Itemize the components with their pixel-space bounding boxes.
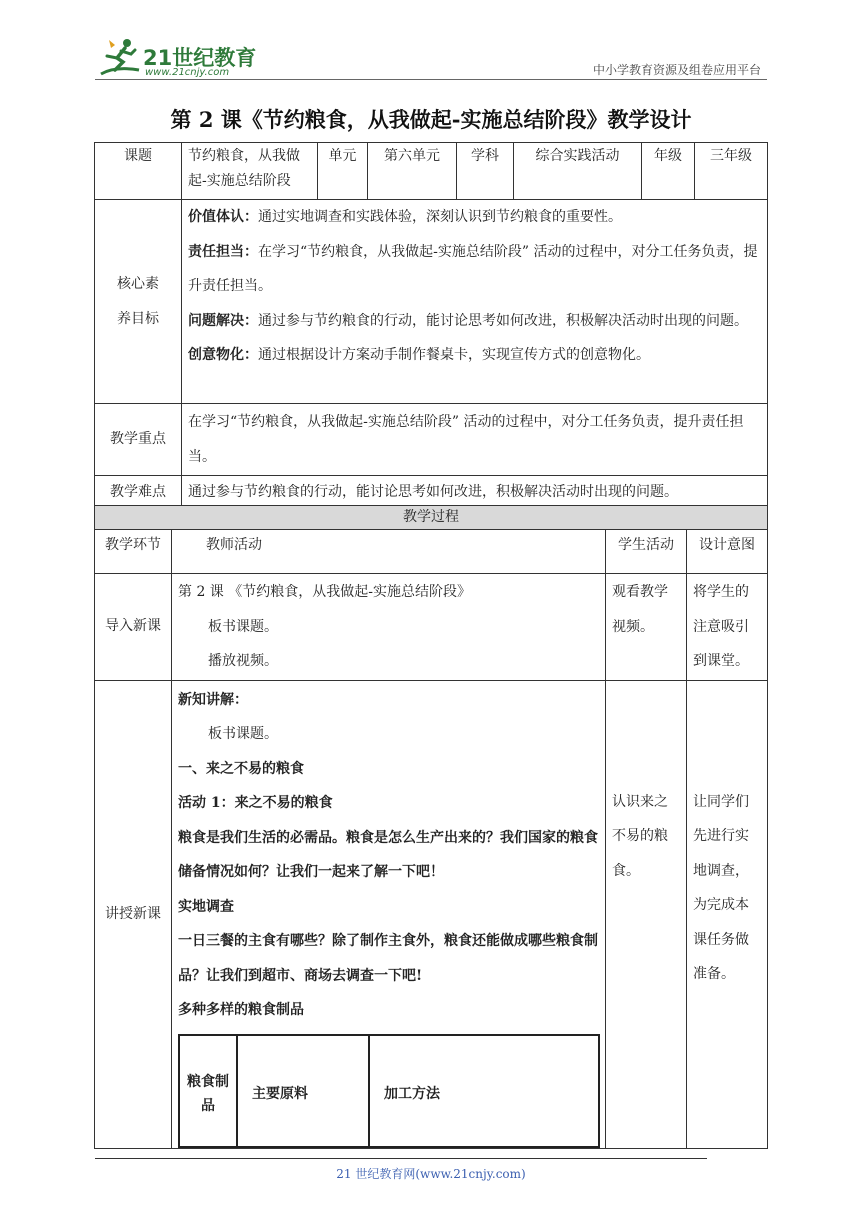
goal-problem-solving: 问题解决：通过参与节约粮食的行动，能讨论思考如何改进，积极解决活动时出现的问题。 bbox=[188, 312, 748, 329]
unit-value: 第六单元 bbox=[368, 143, 457, 200]
teach-stage: 讲授新课 bbox=[95, 680, 172, 1148]
goals-content bbox=[182, 200, 768, 404]
difficulty-text: 通过参与节约粮食的行动，能讨论思考如何改进，积极解决活动时出现的问题。 bbox=[182, 476, 768, 510]
logo-text: 21世纪教育 bbox=[143, 46, 257, 70]
grain-products-table bbox=[178, 1034, 600, 1148]
teach-intent: 让同学们先进行实地调查，为完成本课任务做准备。 bbox=[687, 680, 768, 1148]
teach-line-4: 活动 1：来之不易的粮食 bbox=[178, 795, 333, 811]
col-main-material: 主要原料 bbox=[237, 1035, 369, 1147]
goal-value: 价值体认：通过实地调查和实践体验，深刻认识到节约粮食的重要性。 bbox=[188, 209, 622, 225]
goal-responsibility: 责任担当：在学习“节约粮食，从我做起-实施总结阶段” 活动的过程中，对分工任务负责，提升责任担当。 bbox=[188, 243, 758, 294]
teach-student: 认识来之不易的粮食。 bbox=[606, 680, 687, 1148]
intro-line-2: 板书课题。 bbox=[208, 618, 278, 635]
intro-stage: 导入新课 bbox=[95, 574, 172, 681]
lesson-info-table bbox=[94, 142, 768, 510]
intro-line-3: 播放视频。 bbox=[208, 653, 278, 669]
intro-student: 观看教学视频。 bbox=[606, 574, 687, 681]
runner-logo-icon bbox=[95, 36, 143, 80]
topic-label: 课题 bbox=[95, 143, 182, 200]
page-header bbox=[95, 36, 767, 80]
subject-value: 综合实践活动 bbox=[514, 143, 642, 200]
teach-line-3: 一、来之不易的粮食 bbox=[178, 760, 304, 777]
col-student: 学生活动 bbox=[606, 530, 687, 574]
key-point-text: 在学习“节约粮食，从我做起-实施总结阶段” 活动的过程中，对分工任务负责，提升责任担当。 bbox=[182, 404, 768, 476]
col-teacher: 教师活动 bbox=[172, 530, 606, 574]
goals-label bbox=[95, 200, 182, 404]
teach-teacher bbox=[172, 680, 606, 1148]
goals-label-line2: 养目标 bbox=[117, 310, 159, 327]
goals-label-line1: 核心素 bbox=[117, 276, 159, 292]
platform-name: 中小学教育资源及组卷应用平台 bbox=[592, 63, 761, 77]
subject-label: 学科 bbox=[457, 143, 514, 200]
intro-intent: 将学生的注意吸引到课堂。 bbox=[687, 574, 768, 681]
document-title: 第 2 课《节约粮食，从我做起-实施总结阶段》教学设计 bbox=[170, 107, 692, 132]
teach-line-7: 一日三餐的主食有哪些？除了制作主食外，粮食还能做成哪些粮食制品？让我们到超市、商场去调查一下吧! bbox=[178, 933, 598, 984]
col-stage: 教学环节 bbox=[95, 530, 172, 574]
teach-line-6: 实地调查 bbox=[178, 898, 234, 915]
goal-creativity: 创意物化：通过根据设计方案动手制作餐桌卡，实现宣传方式的创意物化。 bbox=[188, 347, 650, 363]
teaching-process-table bbox=[94, 505, 768, 1149]
site-logo bbox=[95, 36, 265, 80]
col-grain-product: 粮食制品 bbox=[179, 1035, 237, 1147]
topic-value: 节约粮食，从我做起-实施总结阶段 bbox=[182, 143, 318, 200]
teach-line-1: 新知讲解： bbox=[178, 691, 248, 708]
teach-line-5: 粮食是我们生活的必需品。粮食是怎么生产出来的？我们国家的粮食储备情况如何？让我们一起来了解一下吧！ bbox=[178, 829, 598, 880]
footer-text: 21 世纪教育网(www.21cnjy.com) bbox=[336, 1167, 526, 1181]
logo-url: www.21cnjy.com bbox=[145, 67, 230, 78]
grade-value: 三年级 bbox=[695, 143, 768, 200]
footer-divider bbox=[95, 1158, 707, 1159]
col-intent: 设计意图 bbox=[687, 530, 768, 574]
key-point-label: 教学重点 bbox=[95, 404, 182, 476]
teach-line-2: 板书课题。 bbox=[208, 726, 278, 742]
unit-label: 单元 bbox=[318, 143, 368, 200]
grade-label: 年级 bbox=[642, 143, 695, 200]
col-processing-method: 加工方法 bbox=[369, 1035, 599, 1147]
intro-line-1: 第 2 课 《节约粮食，从我做起-实施总结阶段》 bbox=[178, 584, 471, 600]
process-header: 教学过程 bbox=[95, 506, 768, 530]
intro-teacher bbox=[172, 574, 606, 681]
header-divider bbox=[95, 79, 767, 80]
teach-line-8: 多种多样的粮食制品 bbox=[178, 1002, 304, 1018]
difficulty-label: 教学难点 bbox=[95, 476, 182, 510]
